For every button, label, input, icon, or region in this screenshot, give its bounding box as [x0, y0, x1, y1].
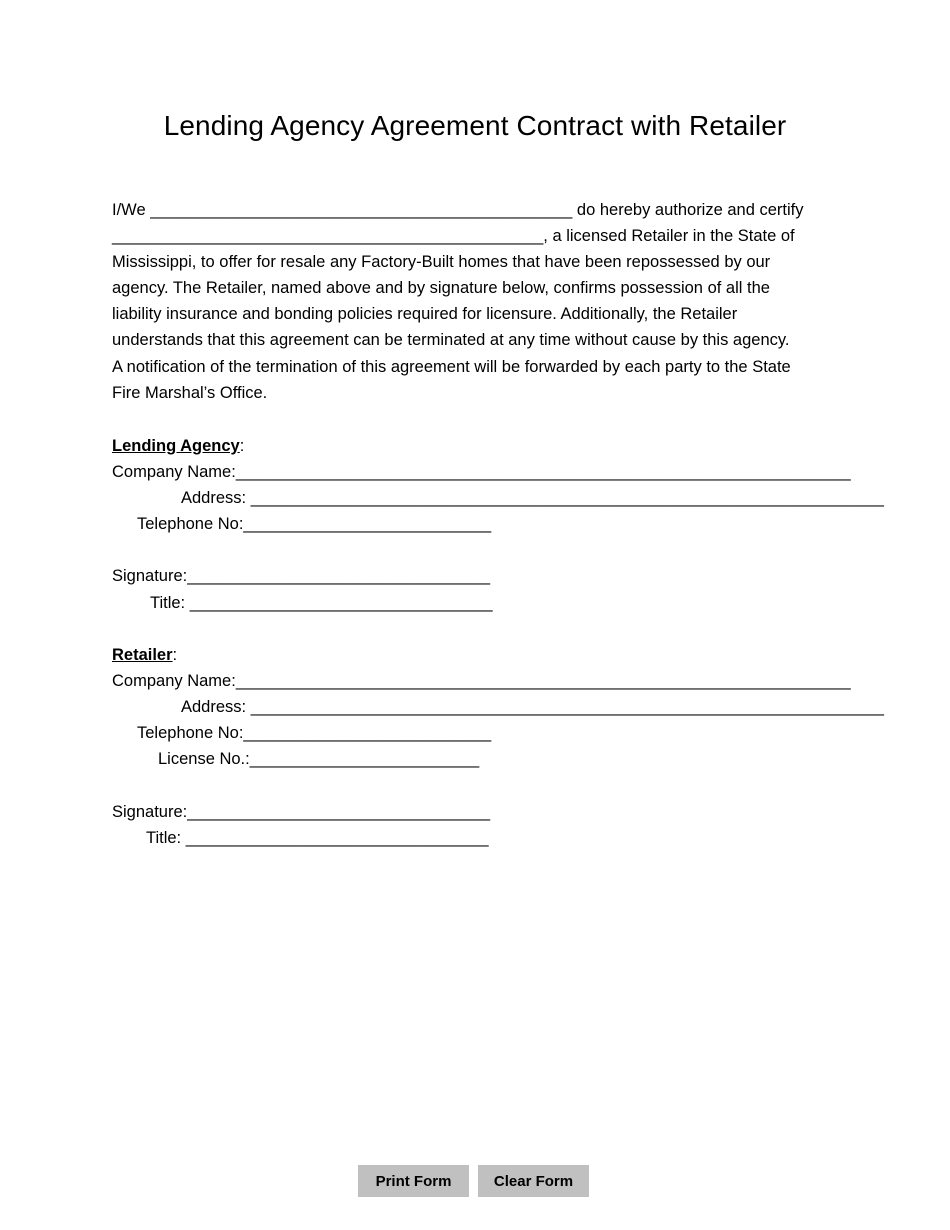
retailer-title-field[interactable]: _________________________________	[185, 829, 489, 847]
retailer-license-row	[158, 746, 479, 772]
telephone-label: Telephone No:	[137, 724, 244, 742]
heading-colon: :	[172, 646, 178, 664]
paragraph-line: agency. The Retailer, named above and by signature below, confirms possession of all the	[112, 279, 770, 298]
retailer-title-row	[146, 825, 489, 851]
lending-agency-heading	[112, 433, 244, 459]
lending-company-name-field[interactable]: ___________________________________________________________________	[235, 463, 851, 481]
page-title: Lending Agency Agreement Contract with Retailer	[163, 110, 787, 141]
retailer-address-field[interactable]: _____________________________________________________________________	[250, 698, 884, 716]
iwe-label: I/We	[112, 201, 151, 219]
authorize-text: do hereby authorize and certify	[572, 201, 804, 219]
retailer-telephone-field[interactable]: ___________________________	[243, 724, 492, 742]
retailer-address-row	[181, 694, 884, 720]
retailer-license-field[interactable]: _________________________	[249, 750, 480, 768]
retailer-heading-text: Retailer	[112, 646, 173, 664]
lending-telephone-row	[137, 511, 491, 537]
retailer-signature-row	[112, 799, 490, 825]
address-label: Address:	[181, 489, 251, 507]
lending-telephone-field[interactable]: ___________________________	[243, 515, 492, 533]
lending-signature-row	[112, 563, 490, 589]
lending-signature-field[interactable]: _________________________________	[187, 567, 491, 585]
retailer-company-name-field[interactable]: ___________________________________________________________________	[235, 672, 851, 690]
signature-label: Signature:	[112, 803, 188, 821]
lending-agency-heading-text: Lending Agency	[112, 437, 240, 455]
lending-address-row	[181, 485, 884, 511]
license-label: License No.:	[158, 750, 250, 768]
paragraph-line: Mississippi, to offer for resale any Factory-Built homes that have been repossessed by our	[112, 253, 771, 272]
retailer-heading	[112, 642, 177, 668]
paragraph-line	[112, 223, 852, 249]
lending-address-field[interactable]: _____________________________________________________________________	[250, 489, 884, 507]
paragraph-line: liability insurance and bonding policies required for licensure. Additionally, the Retailer	[112, 305, 738, 324]
company-name-label: Company Name:	[112, 463, 236, 481]
agreement-paragraph	[112, 197, 852, 406]
retailer-signature-field[interactable]: _________________________________	[187, 803, 491, 821]
retailer-name-field[interactable]: _______________________________________________	[112, 227, 544, 246]
telephone-label: Telephone No:	[137, 515, 244, 533]
signature-label: Signature:	[112, 567, 188, 585]
retailer-company-name-row	[112, 668, 851, 694]
authorizer-name-field[interactable]: ______________________________________________	[150, 201, 573, 219]
licensed-retailer-text: , a licensed Retailer in the State of	[543, 227, 795, 246]
clear-form-button[interactable]: Clear Form	[478, 1165, 589, 1197]
lending-company-name-row	[112, 459, 851, 485]
paragraph-line: understands that this agreement can be terminated at any time without cause by this agency.	[112, 331, 790, 350]
lending-title-row	[150, 590, 493, 616]
paragraph-line: Fire Marshal’s Office.	[112, 383, 268, 402]
heading-colon: :	[239, 437, 245, 455]
title-label: Title:	[150, 594, 190, 612]
paragraph-line: A notification of the termination of this agreement will be forwarded by each party to the State	[112, 357, 791, 376]
retailer-telephone-row	[137, 720, 491, 746]
print-form-button[interactable]: Print Form	[358, 1165, 469, 1197]
company-name-label: Company Name:	[112, 672, 236, 690]
lending-title-field[interactable]: _________________________________	[189, 594, 493, 612]
title-label: Title:	[146, 829, 186, 847]
address-label: Address:	[181, 698, 251, 716]
paragraph-line	[112, 197, 852, 223]
